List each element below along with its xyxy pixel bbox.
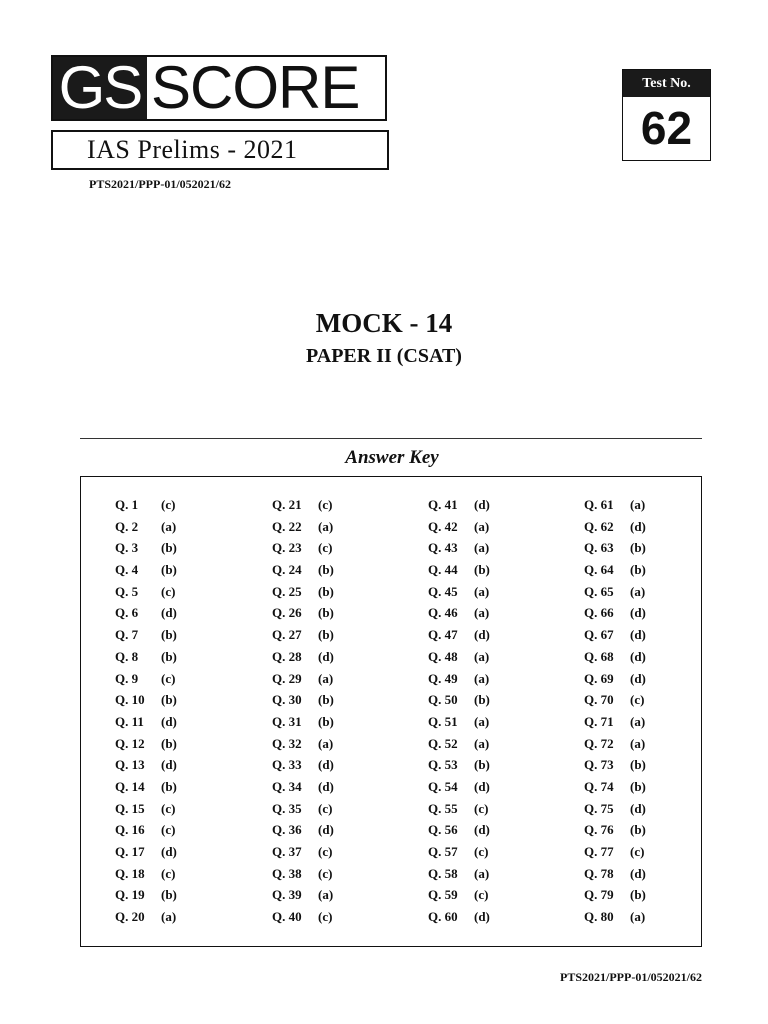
question-number: Q. 41 <box>428 497 458 512</box>
question-number: Q. 21 <box>272 497 302 512</box>
answer-row <box>115 819 177 841</box>
answer-row <box>272 863 334 885</box>
answer-option: (a) <box>474 865 490 881</box>
answer-row <box>428 841 490 863</box>
question-number: Q. 14 <box>115 778 145 794</box>
question-number: Q. 28 <box>272 648 302 664</box>
question-number: Q. 48 <box>428 648 458 664</box>
answer-row <box>428 494 490 516</box>
answer-option: (a) <box>318 735 334 751</box>
answer-row <box>272 602 334 624</box>
question-number: Q. 60 <box>428 909 458 925</box>
answer-option: (a) <box>318 670 334 686</box>
test-number-box <box>622 69 711 161</box>
answer-option: (d) <box>630 865 646 881</box>
paper-title: PAPER II (CSAT) <box>306 345 462 367</box>
answer-option: (a) <box>474 648 490 664</box>
answer-option: (a) <box>474 518 490 534</box>
question-number: Q. 77 <box>584 844 614 859</box>
question-number: Q. 17 <box>115 844 145 859</box>
question-number: Q. 4 <box>115 562 139 578</box>
answer-column-4 <box>584 494 646 928</box>
answer-column-2 <box>272 494 334 928</box>
question-number: Q. 11 <box>115 713 144 729</box>
logo-score-part: SCORE <box>151 54 360 121</box>
answer-column-1 <box>115 494 177 928</box>
question-number: Q. 43 <box>428 540 458 556</box>
answer-row <box>428 906 490 928</box>
answer-option: (c) <box>474 800 489 816</box>
question-number: Q. 23 <box>272 540 302 556</box>
answer-option: (d) <box>474 909 490 925</box>
answer-option: (a) <box>474 670 490 686</box>
answer-row <box>115 494 177 516</box>
answer-option: (d) <box>318 822 334 838</box>
question-number: Q. 54 <box>428 778 458 794</box>
question-number: Q. 42 <box>428 518 458 534</box>
question-number: Q. 25 <box>272 583 302 599</box>
answer-row <box>584 624 646 646</box>
answer-option: (d) <box>630 605 646 621</box>
answer-option: (a) <box>474 583 490 599</box>
answer-option: (a) <box>474 605 490 621</box>
answer-row <box>584 776 646 798</box>
answer-option: (b) <box>630 757 646 773</box>
answer-row <box>115 754 177 776</box>
answer-row <box>428 776 490 798</box>
answer-row <box>428 711 490 733</box>
question-number: Q. 45 <box>428 583 458 599</box>
answer-row <box>584 581 646 603</box>
question-number: Q. 58 <box>428 865 458 881</box>
answer-row <box>584 537 646 559</box>
answer-option: (d) <box>630 648 646 664</box>
answer-option: (b) <box>161 540 177 556</box>
question-number: Q. 52 <box>428 735 458 751</box>
answer-option: (b) <box>161 627 177 643</box>
answer-option: (b) <box>161 778 177 794</box>
document-code: PTS2021/PPP-01/052021/62 <box>89 177 231 191</box>
answer-row <box>428 819 490 841</box>
answer-option: (a) <box>161 909 177 925</box>
question-number: Q. 55 <box>428 800 458 816</box>
answer-option: (b) <box>161 648 177 664</box>
answer-row <box>272 559 334 581</box>
answer-option: (d) <box>474 497 490 512</box>
answer-option: (c) <box>630 844 645 859</box>
answer-row <box>272 646 334 668</box>
answer-row <box>428 884 490 906</box>
answer-option: (c) <box>318 909 333 925</box>
answer-row <box>115 689 177 711</box>
gs-score-logo <box>51 55 387 121</box>
question-number: Q. 80 <box>584 909 614 925</box>
test-number: 62 <box>640 102 693 154</box>
question-number: Q. 6 <box>115 605 139 621</box>
answer-row <box>115 668 177 690</box>
question-number: Q. 73 <box>584 757 614 773</box>
question-number: Q. 19 <box>115 887 145 903</box>
answer-row <box>584 863 646 885</box>
answer-row <box>272 798 334 820</box>
mock-title: MOCK - 14 <box>315 308 453 338</box>
answer-row <box>584 841 646 863</box>
exam-title: IAS Prelims - 2021 <box>51 130 389 170</box>
answer-row <box>115 841 177 863</box>
answer-row <box>272 494 334 516</box>
question-number: Q. 13 <box>115 757 145 773</box>
answer-row <box>584 884 646 906</box>
question-number: Q. 33 <box>272 757 302 773</box>
question-number: Q. 27 <box>272 627 302 643</box>
answer-option: (b) <box>474 757 490 773</box>
question-number: Q. 44 <box>428 562 458 578</box>
answer-option: (c) <box>161 800 176 816</box>
question-number: Q. 63 <box>584 540 614 556</box>
answer-row <box>272 819 334 841</box>
answer-option: (c) <box>161 865 176 881</box>
question-number: Q. 66 <box>584 605 614 621</box>
answer-row <box>115 863 177 885</box>
question-number: Q. 24 <box>272 562 302 578</box>
answer-option: (c) <box>474 887 489 903</box>
question-number: Q. 61 <box>584 497 614 512</box>
question-number: Q. 50 <box>428 692 458 708</box>
question-number: Q. 72 <box>584 735 614 751</box>
answer-row <box>272 884 334 906</box>
question-number: Q. 12 <box>115 735 145 751</box>
answer-option: (b) <box>318 692 334 708</box>
answer-option: (b) <box>161 735 177 751</box>
answer-option: (a) <box>318 887 334 903</box>
answer-option: (b) <box>318 627 334 643</box>
answer-row <box>428 516 490 538</box>
answer-option: (a) <box>630 909 646 925</box>
answer-row <box>584 711 646 733</box>
question-number: Q. 34 <box>272 778 302 794</box>
question-number: Q. 39 <box>272 887 302 903</box>
question-number: Q. 76 <box>584 822 614 838</box>
answer-row <box>428 754 490 776</box>
answer-row <box>272 841 334 863</box>
question-number: Q. 53 <box>428 757 458 773</box>
answer-option: (b) <box>630 562 646 578</box>
question-number: Q. 8 <box>115 648 139 664</box>
question-number: Q. 30 <box>272 692 302 708</box>
answer-option: (c) <box>161 497 176 512</box>
question-number: Q. 22 <box>272 518 302 534</box>
question-number: Q. 2 <box>115 518 139 534</box>
question-number: Q. 75 <box>584 800 614 816</box>
question-number: Q. 10 <box>115 692 145 708</box>
answer-row <box>115 646 177 668</box>
answer-option: (d) <box>318 778 334 794</box>
question-number: Q. 36 <box>272 822 302 838</box>
answer-option: (d) <box>161 713 177 729</box>
answer-option: (a) <box>474 713 490 729</box>
answer-row <box>115 624 177 646</box>
question-number: Q. 68 <box>584 648 614 664</box>
question-number: Q. 74 <box>584 778 614 794</box>
answer-key-table <box>80 476 702 947</box>
answer-row <box>272 624 334 646</box>
answer-option: (c) <box>318 865 333 881</box>
answer-option: (a) <box>630 713 646 729</box>
answer-row <box>428 863 490 885</box>
answer-column-3 <box>428 494 490 928</box>
answer-option: (c) <box>318 844 333 859</box>
question-number: Q. 46 <box>428 605 458 621</box>
answer-option: (a) <box>318 518 334 534</box>
question-number: Q. 47 <box>428 627 458 643</box>
answer-option: (d) <box>474 822 490 838</box>
answer-row <box>584 646 646 668</box>
answer-option: (a) <box>630 735 646 751</box>
question-number: Q. 65 <box>584 583 614 599</box>
answer-option: (a) <box>474 540 490 556</box>
answer-row <box>115 733 177 755</box>
answer-row <box>272 689 334 711</box>
answer-option: (c) <box>161 583 176 599</box>
answer-option: (c) <box>318 800 333 816</box>
answer-row <box>428 602 490 624</box>
answer-row <box>115 559 177 581</box>
question-number: Q. 38 <box>272 865 302 881</box>
answer-row <box>272 668 334 690</box>
question-number: Q. 26 <box>272 605 302 621</box>
logo-gs-part: GS <box>53 57 147 119</box>
answer-row <box>584 733 646 755</box>
answer-row <box>115 776 177 798</box>
answer-row <box>272 516 334 538</box>
answer-option: (b) <box>161 562 177 578</box>
answer-option: (b) <box>630 540 646 556</box>
answer-row <box>428 537 490 559</box>
answer-row <box>115 711 177 733</box>
answer-row <box>428 646 490 668</box>
answer-option: (a) <box>630 583 646 599</box>
answer-row <box>115 581 177 603</box>
answer-option: (d) <box>630 627 646 643</box>
answer-option: (d) <box>161 757 177 773</box>
answer-row <box>584 819 646 841</box>
answer-row <box>584 668 646 690</box>
divider <box>80 438 702 439</box>
answer-row <box>584 494 646 516</box>
answer-option: (d) <box>161 844 177 859</box>
answer-option: (b) <box>161 692 177 708</box>
answer-row <box>428 624 490 646</box>
question-number: Q. 9 <box>115 670 139 686</box>
answer-row <box>272 776 334 798</box>
test-label: Test No. <box>623 70 710 97</box>
question-number: Q. 69 <box>584 670 614 686</box>
answer-option: (d) <box>318 648 334 664</box>
answer-option: (b) <box>474 562 490 578</box>
answer-option: (a) <box>474 735 490 751</box>
footer-code: PTS2021/PPP-01/052021/62 <box>560 970 702 984</box>
question-number: Q. 67 <box>584 627 614 643</box>
answer-option: (c) <box>474 844 489 859</box>
question-number: Q. 40 <box>272 909 302 925</box>
question-number: Q. 7 <box>115 627 139 643</box>
question-number: Q. 16 <box>115 822 145 838</box>
question-number: Q. 78 <box>584 865 614 881</box>
answer-row <box>272 754 334 776</box>
answer-option: (d) <box>630 518 646 534</box>
answer-row <box>115 537 177 559</box>
question-number: Q. 59 <box>428 887 458 903</box>
question-number: Q. 31 <box>272 713 302 729</box>
answer-row <box>272 581 334 603</box>
answer-row <box>584 559 646 581</box>
question-number: Q. 32 <box>272 735 302 751</box>
answer-option: (d) <box>474 778 490 794</box>
answer-row <box>584 689 646 711</box>
answer-row <box>428 559 490 581</box>
answer-row <box>428 668 490 690</box>
answer-row <box>115 602 177 624</box>
answer-option: (c) <box>161 670 176 686</box>
question-number: Q. 1 <box>115 497 139 512</box>
answer-option: (b) <box>318 583 334 599</box>
question-number: Q. 51 <box>428 713 458 729</box>
question-number: Q. 49 <box>428 670 458 686</box>
answer-option: (b) <box>630 778 646 794</box>
answer-row <box>272 537 334 559</box>
question-number: Q. 3 <box>115 540 139 556</box>
answer-row <box>428 689 490 711</box>
answer-option: (b) <box>474 692 490 708</box>
answer-option: (d) <box>630 670 646 686</box>
question-number: Q. 79 <box>584 887 614 903</box>
question-number: Q. 15 <box>115 800 145 816</box>
answer-option: (d) <box>318 757 334 773</box>
question-number: Q. 70 <box>584 692 614 708</box>
answer-option: (b) <box>630 822 646 838</box>
answer-row <box>115 798 177 820</box>
question-number: Q. 71 <box>584 713 614 729</box>
answer-option: (b) <box>630 887 646 903</box>
answer-row <box>584 754 646 776</box>
answer-key-title: Answer Key <box>345 447 439 468</box>
answer-option: (b) <box>161 887 177 903</box>
answer-row <box>115 884 177 906</box>
answer-option: (d) <box>161 605 177 621</box>
answer-option: (b) <box>318 562 334 578</box>
answer-row <box>428 798 490 820</box>
answer-row <box>272 733 334 755</box>
answer-row <box>272 711 334 733</box>
answer-option: (c) <box>318 540 333 556</box>
answer-option: (a) <box>630 497 646 512</box>
answer-row <box>584 906 646 928</box>
answer-row <box>584 516 646 538</box>
question-number: Q. 64 <box>584 562 614 578</box>
answer-row <box>115 906 177 928</box>
question-number: Q. 62 <box>584 518 614 534</box>
answer-row <box>272 906 334 928</box>
answer-option: (a) <box>161 518 177 534</box>
answer-option: (b) <box>318 605 334 621</box>
question-number: Q. 35 <box>272 800 302 816</box>
answer-option: (d) <box>630 800 646 816</box>
question-number: Q. 56 <box>428 822 458 838</box>
answer-row <box>428 733 490 755</box>
answer-option: (c) <box>318 497 333 512</box>
question-number: Q. 29 <box>272 670 302 686</box>
question-number: Q. 57 <box>428 844 458 859</box>
answer-option: (b) <box>318 713 334 729</box>
answer-row <box>115 516 177 538</box>
answer-option: (c) <box>630 692 645 708</box>
question-number: Q. 20 <box>115 909 145 925</box>
answer-option: (c) <box>161 822 176 838</box>
answer-row <box>428 581 490 603</box>
question-number: Q. 18 <box>115 865 145 881</box>
question-number: Q. 5 <box>115 583 139 599</box>
answer-row <box>584 602 646 624</box>
answer-option: (d) <box>474 627 490 643</box>
question-number: Q. 37 <box>272 844 302 859</box>
answer-row <box>584 798 646 820</box>
